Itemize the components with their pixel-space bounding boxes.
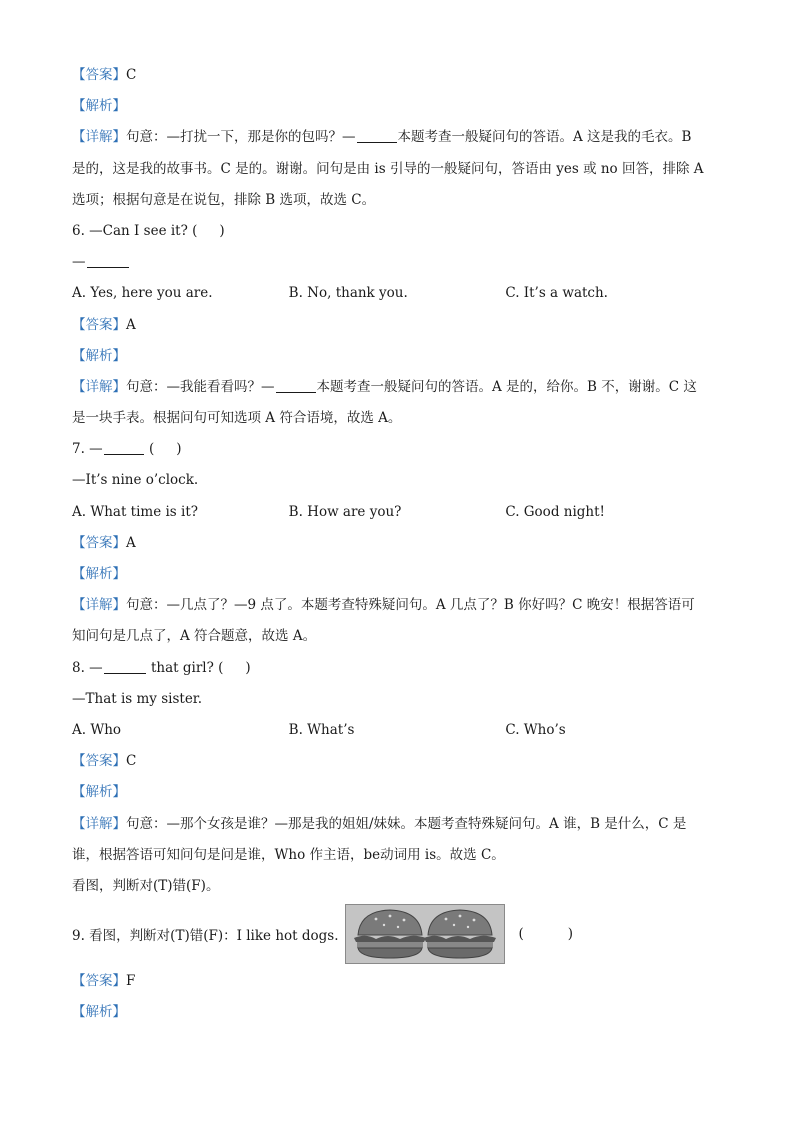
- analysis-tag: 【解析】: [72, 98, 126, 115]
- detail-line-q8-2: 谁，根据答语可知问句是问是谁，Who 作主语，be动词用 is。故选 C。: [72, 846, 505, 863]
- paren-close: ): [219, 222, 225, 239]
- analysis-tag: 【解析】: [72, 566, 126, 582]
- detail-tag: 【详解】: [72, 378, 126, 395]
- section-heading: 看图，判断对(T)错(F)。: [72, 877, 220, 894]
- analysis-heading-q7: [72, 559, 722, 590]
- question-text: 8. —: [72, 659, 103, 676]
- option-b: B. How are you?: [288, 503, 402, 520]
- answer-blank: [276, 378, 316, 393]
- detail-line-q5-3: 选项；根据句意是在说包，排除 B 选项，故选 C。: [72, 191, 376, 208]
- answer-blank: [357, 128, 397, 143]
- answer-paren: [519, 926, 574, 942]
- question-6-stem: [72, 216, 722, 247]
- option-c: C. It’s a watch.: [505, 285, 608, 302]
- question-6-reply: [72, 247, 722, 278]
- option-a: A. Yes, here you are.: [72, 285, 213, 302]
- question-8-options: [72, 715, 722, 746]
- answer-value: A: [126, 316, 136, 333]
- analysis-tag: 【解析】: [72, 347, 126, 364]
- detail-line-q8-1: [72, 809, 722, 840]
- question-7-stem: [72, 434, 722, 465]
- detail-text: 句意：—我能看看吗？—: [126, 378, 275, 395]
- analysis-heading-q5: [72, 91, 722, 122]
- detail-text: 句意：—那个女孩是谁？—那是我的姐姐/妹妹。本题考查特殊疑问句。A 谁，B 是什么，C 是: [126, 815, 687, 832]
- paren-close: ): [567, 926, 574, 943]
- question-9-stem: [72, 902, 722, 966]
- question-text: that girl? (: [150, 659, 224, 676]
- paren-open: (: [518, 926, 524, 943]
- detail-text: 句意：—几点了？—9 点了。本题考查特殊疑问句。A 几点了？B 你好吗？C 晚安！根据答语可: [126, 597, 695, 614]
- answer-line-q9: [72, 966, 722, 997]
- detail-tag: 【详解】: [72, 815, 126, 832]
- detail-line-q5-1: [72, 122, 722, 153]
- option-b: B. What’s: [288, 721, 355, 738]
- answer-tag: 【答案】: [72, 753, 126, 770]
- analysis-heading-q8: [72, 777, 722, 808]
- detail-tag: 【详解】: [72, 597, 126, 614]
- dash: —: [72, 254, 86, 271]
- answer-line-q8: [72, 746, 722, 777]
- analysis-heading-q6: [72, 341, 722, 372]
- answer-blank: [104, 440, 144, 455]
- answer-value: F: [126, 973, 136, 990]
- option-a: A. What time is it?: [72, 503, 199, 520]
- detail-line-q6-1: [72, 372, 722, 403]
- answer-value: C: [126, 753, 137, 770]
- detail-text: 本题考查一般疑问句的答语。A 是的，给你。B 不，谢谢。C 这: [316, 378, 697, 395]
- answer-tag: 【答案】: [72, 973, 126, 990]
- detail-line-q7-2: 知问句是几点了，A 符合题意，故选 A。: [72, 628, 317, 645]
- question-8-reply: —That is my sister.: [72, 690, 203, 707]
- detail-text: 句意：—打扰一下，那是你的包吗？—: [126, 129, 356, 146]
- document-page: [72, 60, 722, 1028]
- option-a: A. Who: [72, 721, 122, 738]
- answer-value: A: [126, 534, 136, 551]
- question-text: 9. 看图，判断对(T)错(F)：I like hot dogs.: [72, 928, 339, 945]
- answer-tag: 【答案】: [72, 67, 126, 83]
- detail-line-q6-2: 是一块手表。根据问句可知选项 A 符合语境，故选 A。: [72, 410, 402, 427]
- paren-open: (: [148, 441, 155, 458]
- answer-tag: 【答案】: [72, 534, 126, 551]
- answer-value: C: [126, 67, 137, 83]
- detail-text: 本题考查一般疑问句的答语。A 这是我的毛衣。B: [397, 129, 692, 146]
- option-c: C. Who’s: [505, 721, 566, 738]
- paren-close: ): [245, 659, 251, 676]
- analysis-tag: 【解析】: [72, 784, 126, 801]
- question-8-stem: [72, 653, 722, 684]
- option-c: C. Good night!: [505, 503, 605, 520]
- detail-tag: 【详解】: [72, 129, 126, 146]
- analysis-heading-q9: [72, 997, 722, 1028]
- question-7-options: [72, 497, 722, 528]
- question-text: 6. —Can I see it? (: [72, 222, 198, 239]
- answer-line-q7: [72, 528, 722, 559]
- paren-close: ): [176, 441, 182, 458]
- answer-line-q5: [72, 60, 722, 91]
- answer-blank: [87, 253, 129, 268]
- analysis-tag: 【解析】: [72, 1004, 126, 1021]
- hamburgers-image: [345, 904, 505, 964]
- option-b: B. No, thank you.: [288, 285, 408, 302]
- question-6-options: [72, 278, 722, 309]
- detail-line-q7-1: [72, 590, 722, 621]
- answer-blank: [104, 659, 146, 674]
- answer-line-q6: [72, 310, 722, 341]
- question-text: 7. —: [72, 441, 103, 458]
- question-7-reply: —It’s nine o’clock.: [72, 472, 199, 489]
- detail-line-q5-2: 是的，这是我的故事书。C 是的。谢谢。问句是由 is 引导的一般疑问句，答语由 yes 或 no 回答，排除 A: [72, 160, 704, 177]
- answer-tag: 【答案】: [72, 316, 126, 333]
